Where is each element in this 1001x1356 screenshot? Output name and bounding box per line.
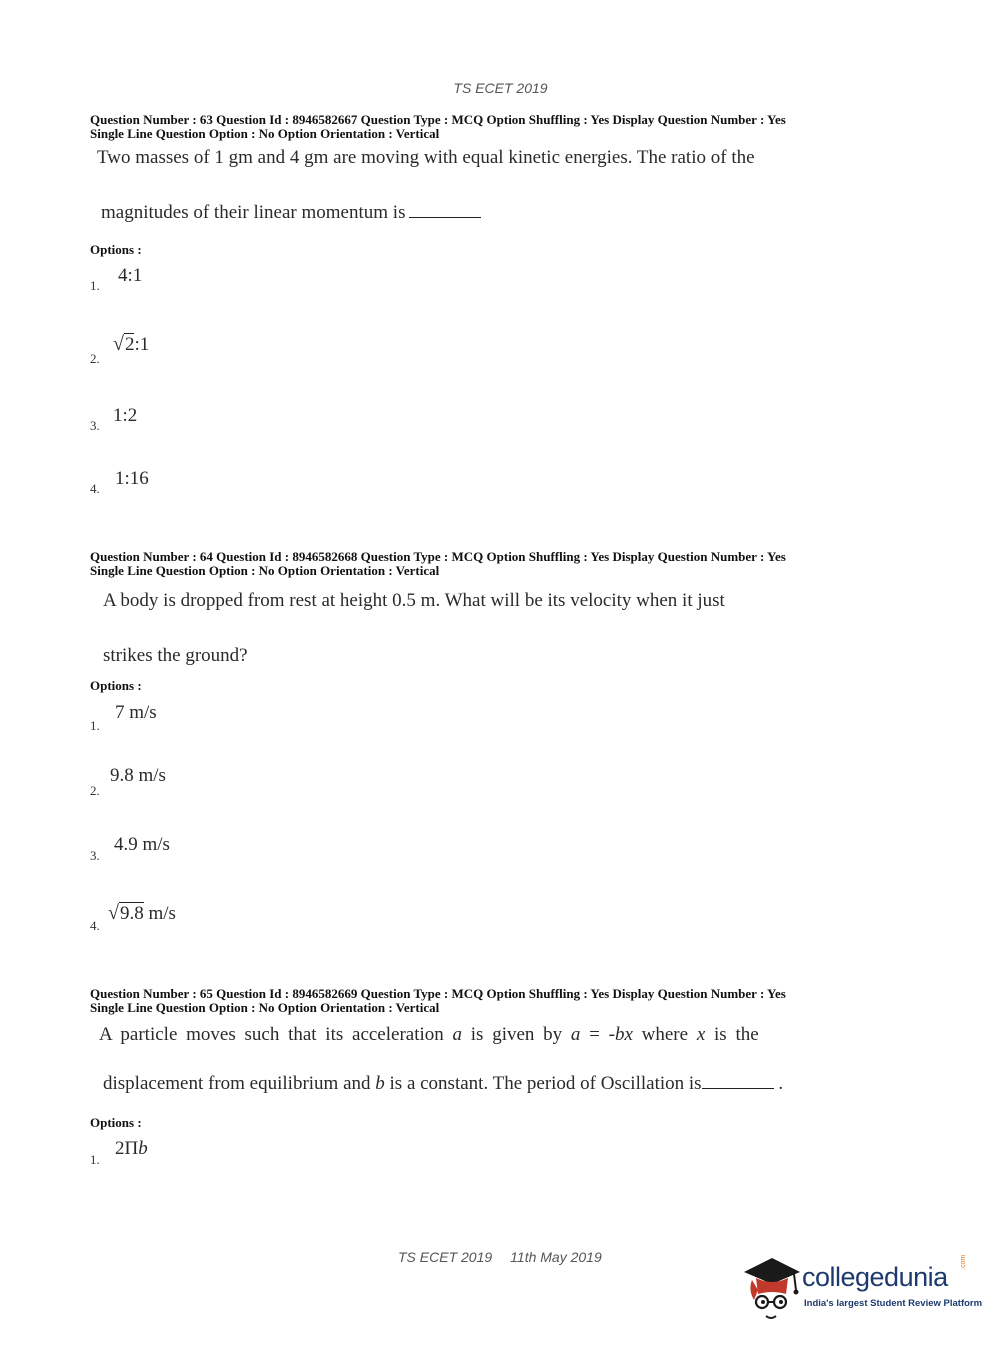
collegedunia-logo	[742, 1250, 982, 1322]
variable: b	[138, 1138, 148, 1159]
footer-exam: TS ECET 2019	[398, 1249, 493, 1265]
option-number: 4.	[90, 918, 100, 933]
footer-date: 11th May 2019	[510, 1249, 602, 1265]
question-text: displacement from equilibrium and	[103, 1073, 371, 1094]
option-value-sqrt	[113, 333, 149, 356]
square-root: √9.8	[108, 902, 144, 924]
option-number: 2.	[90, 783, 100, 798]
question-64-text-line1: A body is dropped from rest at height 0.5 m. What will be its velocity when it just	[103, 590, 725, 611]
variable: a	[570, 1024, 581, 1045]
question-text: is the	[714, 1024, 759, 1045]
option-value: 4:1	[118, 265, 143, 286]
option-value: 9.8 m/s	[110, 765, 166, 786]
logo-wordmark: collegedunia	[802, 1262, 948, 1292]
question-text: A particle moves such that its acceleration	[99, 1024, 444, 1045]
option-number: 1.	[90, 1152, 100, 1167]
options-label: Options :	[90, 1115, 142, 1130]
question-63-text-line1: Two masses of 1 gm and 4 gm are moving with equal kinetic energies. The ratio of the	[97, 147, 755, 168]
question-meta-line: Question Number : 63 Question Id : 8946582667 Question Type : MCQ Option Shuffling : Yes Display Question Number : Yes	[90, 112, 786, 127]
question-64-text-line2: strikes the ground?	[103, 645, 248, 666]
question-64-meta	[90, 550, 786, 578]
question-meta-line: Question Number : 64 Question Id : 8946582668 Question Type : MCQ Option Shuffling : Yes Display Question Number : Yes	[90, 549, 786, 564]
option-value-sqrt	[108, 902, 176, 925]
question-text: .	[778, 1073, 784, 1094]
question-meta-line: Single Line Question Option : No Option Orientation : Vertical	[90, 1000, 440, 1015]
question-meta-line: Question Number : 65 Question Id : 8946582669 Question Type : MCQ Option Shuffling : Yes Display Question Number : Yes	[90, 986, 786, 1001]
radicand: 2	[124, 334, 135, 355]
option-number: 3.	[90, 848, 100, 863]
question-text: is given by	[470, 1024, 563, 1045]
variable: x	[696, 1024, 706, 1045]
option-number: 2.	[90, 351, 100, 366]
option-value: 7 m/s	[115, 702, 157, 723]
option-number: 3.	[90, 418, 100, 433]
page-footer	[398, 1249, 620, 1265]
option-number: 1.	[90, 278, 100, 293]
radicand: 9.8	[119, 903, 144, 924]
option-number: 1.	[90, 718, 100, 733]
logo-suffix: .com	[960, 1254, 967, 1270]
question-63-text-line2	[101, 202, 481, 224]
answer-blank	[702, 1074, 774, 1089]
question-meta-line: Single Line Question Option : No Option Orientation : Vertical	[90, 126, 440, 141]
variable: b	[375, 1073, 385, 1094]
option-number: 4.	[90, 481, 100, 496]
options-label: Options :	[90, 678, 142, 693]
question-65-meta	[90, 987, 786, 1015]
question-text: where	[641, 1024, 689, 1045]
option-value: 1:2	[113, 405, 138, 426]
question-text: is a constant. The period of Oscillation is	[389, 1073, 702, 1094]
option-prefix: 2Π	[115, 1138, 139, 1159]
option-suffix: m/s	[143, 903, 176, 924]
mascot-icon	[742, 1250, 802, 1322]
question-63-meta	[90, 113, 786, 141]
variable: a	[452, 1024, 463, 1045]
question-65-text-line2	[103, 1073, 783, 1095]
option-value: 1:16	[115, 468, 149, 489]
expression: -bx	[608, 1024, 633, 1045]
page-header: TS ECET 2019	[453, 80, 548, 96]
equals-sign: =	[589, 1024, 600, 1045]
question-text: magnitudes of their linear momentum is	[101, 202, 406, 223]
answer-blank	[409, 203, 481, 218]
option-value: 4.9 m/s	[114, 834, 170, 855]
question-meta-line: Single Line Question Option : No Option Orientation : Vertical	[90, 563, 440, 578]
option-suffix: :1	[134, 334, 150, 355]
option-value	[115, 1138, 148, 1160]
logo-tagline: India's largest Student Review Platform	[804, 1298, 983, 1309]
question-65-text-line1	[99, 1024, 759, 1046]
options-label: Options :	[90, 242, 142, 257]
square-root: √2	[113, 333, 135, 355]
